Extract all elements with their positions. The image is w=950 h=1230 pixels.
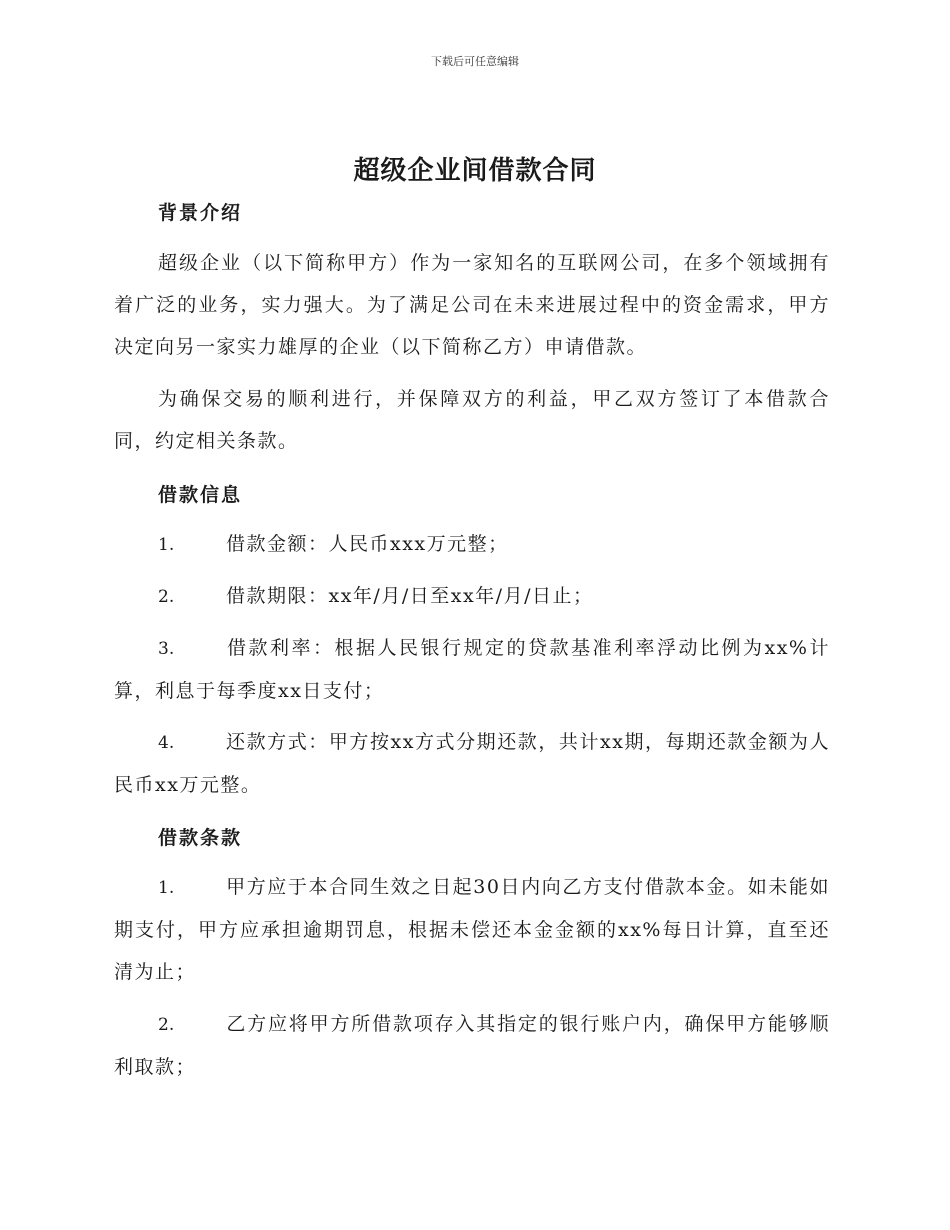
loan-terms-item-1 xyxy=(114,866,830,993)
document-title: 超级企业间借款合同 xyxy=(353,156,597,186)
item-number: 2. xyxy=(158,1015,175,1035)
page-header-note: 下载后可任意编辑 xyxy=(431,55,519,68)
item-number: 1. xyxy=(158,535,175,555)
loan-info-item-4 xyxy=(114,721,830,806)
item-number: 4. xyxy=(158,733,175,753)
item-text: 还款方式：甲方按xx方式分期还款，共计xx期，每期还款金额为人民币xx万元整。 xyxy=(114,731,830,796)
item-text: 借款金额：人民币xxx万元整； xyxy=(226,533,509,555)
item-text: 甲方应于本合同生效之日起30日内向乙方支付借款本金。如未能如期支付，甲方应承担逾期罚息，根据未偿还本金金额的xx%每日计算，直至还清为止； xyxy=(114,876,830,983)
loan-terms-item-2 xyxy=(114,1003,830,1088)
item-number: 1. xyxy=(158,878,175,898)
section-heading-background: 背景介绍 xyxy=(158,202,243,224)
item-text: 乙方应将甲方所借款项存入其指定的银行账户内，确保甲方能够顺利取款； xyxy=(114,1013,830,1078)
item-number: 3. xyxy=(158,639,175,659)
loan-info-item-3 xyxy=(114,627,830,712)
loan-info-item-1 xyxy=(114,523,830,566)
item-number: 2. xyxy=(158,587,175,607)
section-heading-loan-info: 借款信息 xyxy=(158,484,243,506)
item-text: 借款利率：根据人民银行规定的贷款基准利率浮动比例为xx%计算，利息于每季度xx日支付； xyxy=(114,637,830,702)
item-text: 借款期限：xx年/月/日至xx年/月/日止； xyxy=(226,585,594,607)
paragraph-background-1: 超级企业（以下简称甲方）作为一家知名的互联网公司，在多个领域拥有着广泛的业务，实力强大。为了满足公司在未来进展过程中的资金需求，甲方决定向另一家实力雄厚的企业（以下简称乙方）申请借款。 xyxy=(114,252,830,358)
paragraph-background-2: 为确保交易的顺利进行，并保障双方的利益，甲乙双方签订了本借款合同，约定相关条款。 xyxy=(114,388,830,452)
loan-info-item-2 xyxy=(114,575,830,618)
section-heading-loan-terms: 借款条款 xyxy=(158,827,243,849)
